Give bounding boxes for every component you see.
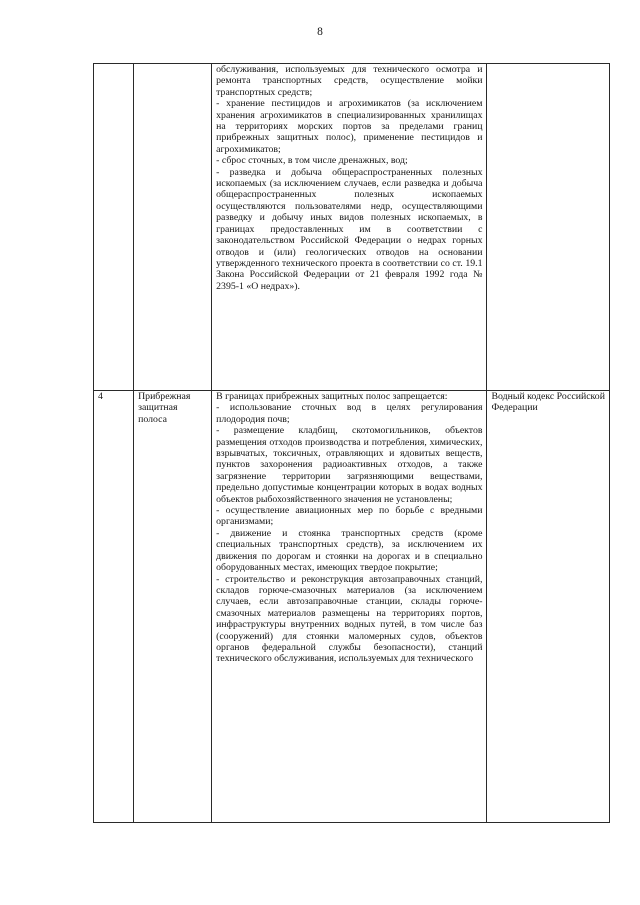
restrictions-cell xyxy=(212,64,487,391)
restriction-paragraph: - движение и стоянка транспортных средств (кроме специальных транспортных средств), за исключением их движения по дорогам и стоянки на дорогах и в специально оборудованных местах, имеющих твердое покрытие; xyxy=(216,527,483,574)
zone-name-cell: Прибрежная защитная полоса xyxy=(134,391,212,823)
table-row xyxy=(94,391,610,823)
restriction-paragraph: - осуществление авиационных мер по борьбе с вредными организмами; xyxy=(216,505,483,528)
table-row xyxy=(94,64,610,391)
legal-source-cell xyxy=(487,64,610,391)
row-number-cell xyxy=(94,64,134,391)
restriction-paragraph: - хранение пестицидов и агрохимикатов (за исключением хранения агрохимикатов в специализированных хранилищах на территориях морских портов за пределами границ прибрежных защитных полос), применение пестицидов и агрохимикатов; xyxy=(216,98,483,155)
legal-source-cell: Водный кодекс Российской Федерации xyxy=(487,391,610,823)
restriction-paragraph: - размещение кладбищ, скотомогильников, объектов размещения отходов производства и потребления, химических, взрывчатых, токсичных, отравляющих и ядовитых веществ, пунктов захоронения радиоактивных отходов, а также загрязнение территории загрязняющими веществами, предельно допустимые концентрации которых в водах водных объектов рыбохозяйственного значения не установлены; xyxy=(216,425,483,505)
restriction-paragraph: - сброс сточных, в том числе дренажных, вод; xyxy=(216,155,408,167)
restriction-paragraph: - использование сточных вод в целях регулирования плодородия почв; xyxy=(216,402,483,425)
restrictions-table xyxy=(93,63,610,823)
restrictions-cell xyxy=(212,391,487,823)
restriction-paragraph: обслуживания, используемых для технического осмотра и ремонта транспортных средств, осуществление мойки транспортных средств; xyxy=(216,64,483,98)
zone-name-cell xyxy=(134,64,212,391)
restriction-paragraph: - разведка и добыча общераспространенных полезных ископаемых (за исключением случаев, если разведка и добыча общераспространенных полезных ископаемых осуществляются пользователями недр, осуществляющими разведку и добычу иных видов полезных ископаемых, в границах предоставленных им в соответствии с законодательством Российской Федерации о недрах горных отводов и (или) геологических отводов на основании утвержденного технического проекта в соответствии со ст. 19.1 Закона Российской Федерации от 21 февраля 1992 года № 2395-1 «О недрах»). xyxy=(216,166,483,292)
row-number-cell: 4 xyxy=(94,391,134,823)
restriction-paragraph: В границах прибрежных защитных полос запрещается: xyxy=(216,391,448,402)
restriction-paragraph: - строительство и реконструкция автозаправочных станций, складов горюче-смазочных материалов (за исключением случаев, если автозаправочные станции, склады горюче-смазочных материалов размещены на территориях портов, инфраструктуры внутренних водных путей, в том числе баз (сооружений) для стоянки маломерных судов, объектов органов федеральной службы безопасности), станций технического обслуживания, используемых для технического xyxy=(216,573,483,665)
page-number: 8 xyxy=(317,26,323,38)
